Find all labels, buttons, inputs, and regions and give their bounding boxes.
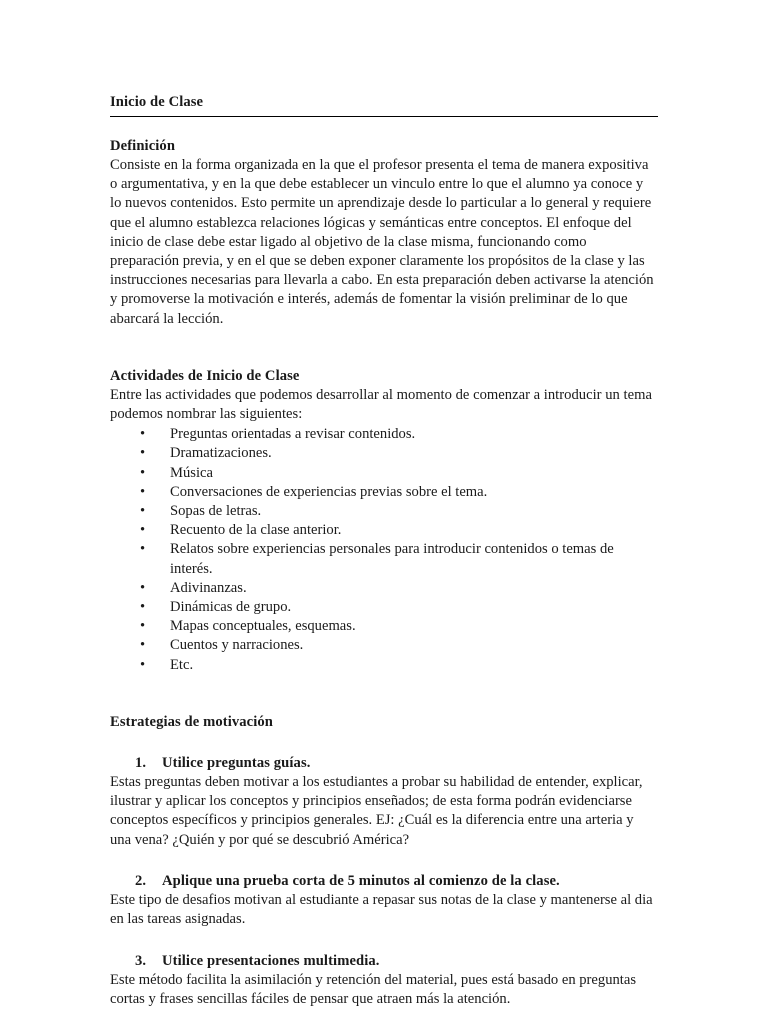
spacer [110,675,658,713]
paragraph-actividades-intro: Entre las actividades que podemos desarrollar al momento de comenzar a introducir un tema podemos nombrar las siguientes: [110,386,652,423]
section-definicion [110,137,658,329]
list-item [110,617,658,636]
numbered-item [110,754,658,773]
spacer [110,117,658,137]
list-item [110,425,658,444]
bullet-icon: • [140,483,146,500]
list-item-label: Adivinanzas. [170,579,247,596]
bullet-icon: • [140,503,146,520]
list-item-label: Preguntas orientadas a revisar contenidos. [170,426,416,443]
list-item-label: Recuento de la clase anterior. [170,522,342,539]
bullet-icon: • [140,445,146,462]
numbered-item-body: Este método facilita la asimilación y retención del material, pues está basado en preguntas cortas y frases sencillas fáciles de pensar que atraen más la atención. [110,971,636,1007]
list-item [110,598,658,617]
paragraph-definicion: Consiste en la forma organizada en la que el profesor presenta el tema de manera expositiva o argumentativa, y en la que debe establecer un vinculo entre lo que el alumno ya conoce y lo nuevos contenidos. Esto permite un aprendizaje desde lo particular a lo general y requiere que el alumno establezca relaciones lógicas y semánticas entre conceptos. El enfoque del inicio de clase debe estar ligado al objetivo de la clase misma, funcionando como preparación previa, y en el que se deben exponer claramente los propósitos de la clase y las instrucciones necesarias para llevarla a cabo. En esta preparación deben activarse la atención y promoverse la motivación e interés, además de fomentar la visión preliminar de lo que abarcará la lección. [110,157,654,327]
section-actividades [110,367,658,675]
bullet-icon: • [140,618,146,635]
bullet-icon: • [140,599,146,616]
list-item [110,636,658,655]
heading-definicion: Definición [110,138,176,154]
list-item-label: Conversaciones de experiencias previas sobre el tema. [170,483,488,500]
numbered-item-title: Aplique una prueba corta de 5 minutos al comienzo de la clase. [162,872,560,889]
spacer [110,850,658,872]
heading-actividades: Actividades de Inicio de Clase [110,367,300,384]
bullet-icon: • [140,656,146,673]
bullet-icon: • [140,464,146,481]
bullet-icon: • [140,541,146,558]
page-title [110,93,658,117]
numbered-item [110,952,658,971]
bullet-icon: • [140,637,146,654]
bullet-icon: • [140,522,146,539]
spacer [110,732,658,754]
list-item [110,656,658,675]
list-item [110,444,658,463]
numbered-item-body: Estas preguntas deben motivar a los estudiantes a probar su habilidad de entender, explicar, ilustrar y aplicar los conceptos y principios enseñados; de esta forma podrán evidenciarse conceptos específicos y principios generales. EJ: ¿Cuál es la diferencia entre una arteria y una vena? ¿Quién y por qué se descubrió América? [110,774,643,848]
spacer [110,930,658,952]
section-estrategias [110,713,658,1009]
list-item-label: Mapas conceptuales, esquemas. [170,618,356,635]
list-item-label: Sopas de letras. [170,503,262,520]
page-title-text: Inicio de Clase [110,94,204,110]
list-item-label: Dramatizaciones. [170,445,272,462]
heading-estrategias: Estrategias de motivación [110,713,274,730]
bullet-icon: • [140,579,146,596]
list-item [110,521,658,540]
list-item-label: Etc. [170,656,194,673]
numbered-item-title: Utilice preguntas guías. [162,754,311,771]
spacer [110,329,658,367]
list-item [110,464,658,483]
estrategias-list [110,732,658,1009]
numbered-item-body: Este tipo de desafios motivan al estudiante a repasar sus notas de la clase y mantenerse al dia en las tareas asignadas. [110,892,653,928]
actividades-list [110,425,658,675]
list-item [110,483,658,502]
list-item [110,579,658,598]
list-item-label: Cuentos y narraciones. [170,637,304,654]
list-item-label: Música [170,464,213,481]
numbered-item-marker: 2. [135,872,147,889]
numbered-item-marker: 3. [135,952,147,969]
numbered-item-title: Utilice presentaciones multimedia. [162,952,380,969]
list-item [110,540,658,578]
list-item-label: Relatos sobre experiencias personales para introducir contenidos o temas de interés. [170,541,614,577]
numbered-item [110,872,658,891]
list-item [110,502,658,521]
numbered-item-marker: 1. [135,754,147,771]
list-item-label: Dinámicas de grupo. [170,599,292,616]
bullet-icon: • [140,426,146,443]
